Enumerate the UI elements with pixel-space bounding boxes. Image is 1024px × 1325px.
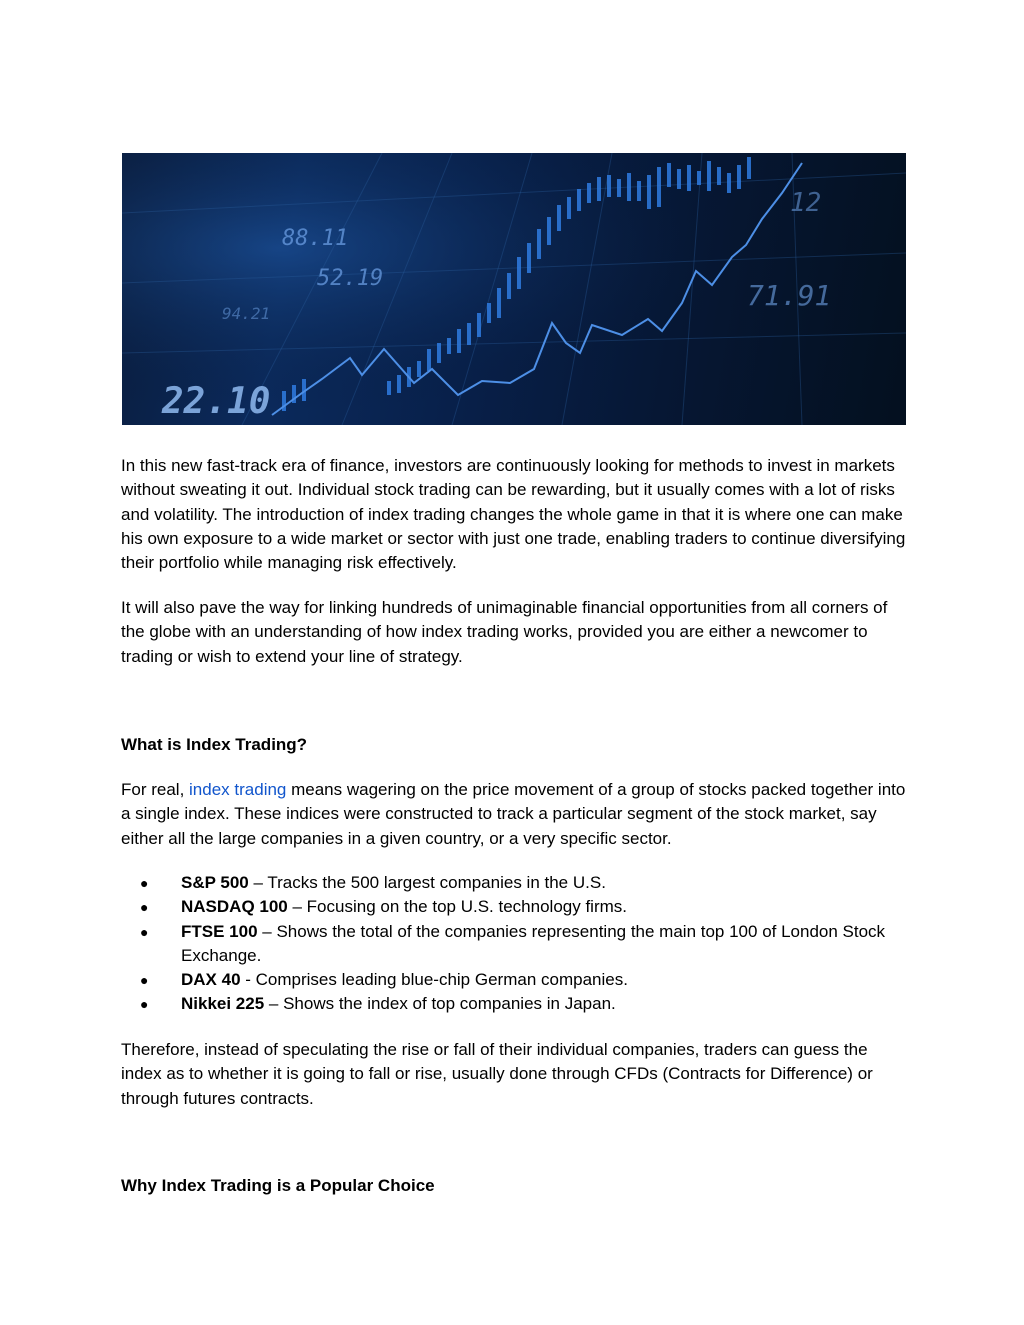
index-description: – Shows the total of the companies representing the main top 100 of London Stock Exchange. [181, 921, 886, 965]
bullet-icon: ● [140, 972, 149, 989]
hero-image [122, 153, 906, 425]
list-item [121, 895, 911, 919]
hero-number-5: 71.91 [747, 279, 832, 312]
hero-number-3: 94.21 [222, 304, 271, 323]
index-description: – Focusing on the top U.S. technology firms. [287, 897, 627, 917]
hero-number-4: 22.10 [162, 381, 271, 422]
heading-what-is-index-trading: What is Index Trading? [121, 735, 308, 754]
index-name: Nikkei 225 [181, 994, 265, 1014]
index-trading-link[interactable]: index trading [189, 780, 287, 799]
list-item [121, 871, 911, 895]
definition-suffix: means wagering on the price movement of a group of stocks packed together into a single index. These indices were constructed to track a particular segment of the stock market, say either all the large companies in a given country, or a very specific sector. [121, 780, 906, 848]
conclusion-paragraph: Therefore, instead of speculating the rise or fall of their individual companies, traders can guess the index as to whether it is going to fall or rise, usually done through CFDs (Contracts for Difference) or through futures contracts. [121, 1040, 873, 1108]
index-name: S&P 500 [181, 873, 249, 892]
heading-why-popular: Why Index Trading is a Popular Choice [121, 1176, 435, 1195]
index-description: – Shows the index of top companies in Japan. [264, 994, 616, 1014]
index-description: – Tracks the 500 largest companies in the U.S. [248, 873, 606, 892]
market-chart-graphic [122, 153, 906, 425]
hero-number-6: 12 [790, 188, 822, 218]
bullet-icon: ● [140, 899, 149, 916]
bullet-icon: ● [140, 875, 149, 891]
index-name: DAX 40 [181, 970, 241, 990]
second-paragraph: It will also pave the way for linking hundreds of unimaginable financial opportunities from all corners of the globe with an understanding of how index trading works, provided you are either a newcomer to trading or wish to extend your line of strategy. [121, 598, 888, 666]
bullet-icon: ● [140, 996, 149, 1013]
list-item [121, 920, 911, 969]
list-item [121, 968, 911, 992]
list-item [121, 992, 911, 1016]
index-description: - Comprises leading blue-chip German companies. [240, 970, 628, 990]
definition-paragraph [121, 778, 911, 851]
indices-list [121, 871, 911, 1017]
intro-paragraph: In this new fast-track era of finance, investors are continuously looking for methods to invest in markets without sweating it out. Individual stock trading can be rewarding, but it usually comes with a lot of risks and volatility. The introduction of index trading changes the whole game in that it is where one can make his own exposure to a wide market or sector with just one trade, enabling traders to continue diversifying their portfolio while managing risk effectively. [121, 456, 906, 573]
hero-number-2: 52.19 [317, 266, 384, 291]
bullet-icon: ● [140, 923, 149, 940]
definition-prefix: For real, [121, 780, 190, 799]
hero-number-1: 88.11 [282, 226, 349, 251]
index-name: FTSE 100 [181, 921, 258, 941]
index-name: NASDAQ 100 [181, 897, 288, 917]
